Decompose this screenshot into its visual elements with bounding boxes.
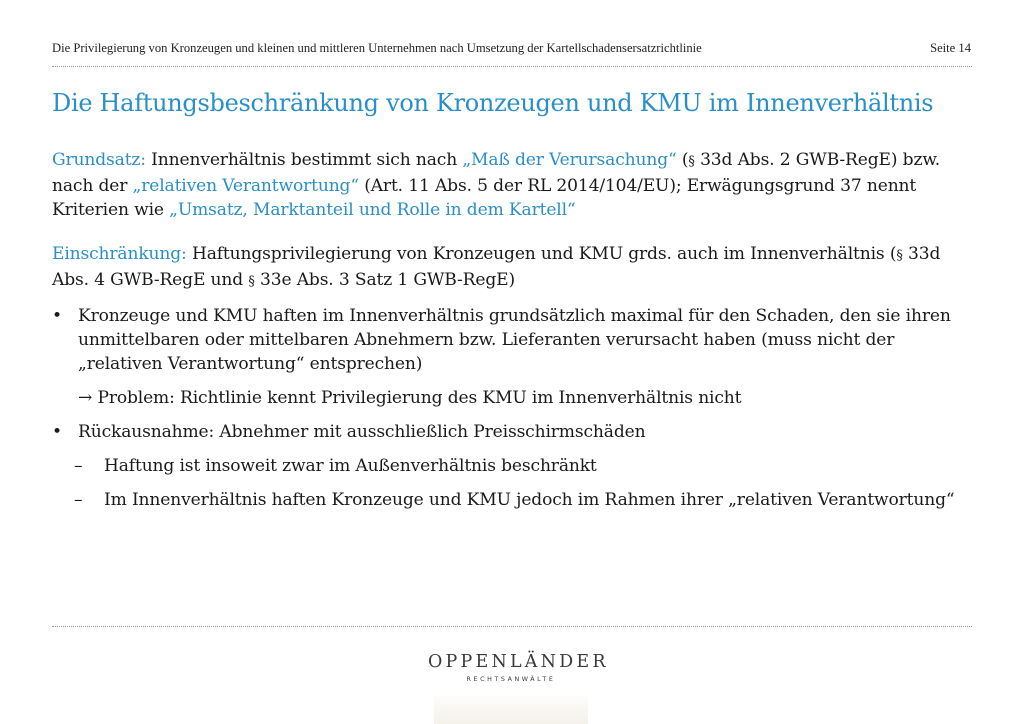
arrow-line-text: Problem: Richtlinie kennt Privilegierung des KMU im Innenverhältnis nicht: [92, 388, 742, 408]
einschraenkung-text-2: 33d Abs. 4 GWB-RegE und: [52, 244, 941, 290]
dash-item: [52, 488, 977, 512]
section-sign: §: [248, 274, 255, 289]
bullet-item: [52, 420, 977, 444]
dash-text: Im Innenverhältnis haften Kronzeuge und KMU jedoch im Rahmen ihrer „relativen Verantwortung“: [104, 490, 955, 510]
header-document-title: Die Privilegierung von Kronzeugen und kleinen und mittleren Unternehmen nach Umsetzung der Kartellschadensersatzrichtlinie: [52, 41, 702, 55]
logo-wordmark: OPPENLÄNDER: [428, 652, 609, 672]
grundsatz-paragraph: [52, 148, 977, 222]
grundsatz-quote-2: „relativen Verantwortung“: [132, 176, 359, 196]
bullet-text: Kronzeuge und KMU haften im Innenverhältnis grundsätzlich maximal für den Schaden, den sie ihren unmittelbaren oder mittelbaren Abnehmern bzw. Lieferanten verursacht haben (muss nicht der „relativen Verantwortung“ entsprechen): [78, 306, 951, 374]
grundsatz-text-3: 33d Abs. 2 GWB-RegE) bzw. nach der: [52, 150, 941, 196]
einschraenkung-label: Einschränkung:: [52, 244, 187, 264]
einschraenkung-paragraph: [52, 242, 977, 294]
grundsatz-text-1: Innenverhältnis bestimmt sich nach: [145, 150, 463, 170]
bullet-mark: •: [52, 306, 62, 326]
section-sign: §: [688, 154, 695, 169]
page-number: Seite 14: [930, 41, 971, 55]
dash-mark: –: [74, 490, 83, 510]
section-sign: §: [896, 248, 903, 263]
grundsatz-text-2: (: [676, 150, 689, 170]
grundsatz-label: Grundsatz:: [52, 150, 146, 170]
dash-mark: –: [74, 456, 83, 476]
dash-item: [52, 454, 977, 478]
bullet-item: [52, 304, 977, 376]
arrow-right-icon: →: [78, 388, 93, 408]
footer-divider: [52, 626, 972, 627]
header-divider: [52, 66, 972, 67]
grundsatz-quote-1: „Maß der Verursachung“: [462, 150, 677, 170]
bullet-mark: •: [52, 422, 62, 442]
slide-body: [52, 148, 977, 512]
bullet-text: Rückausnahme: Abnehmer mit ausschließlich Preisschirmschäden: [78, 422, 646, 442]
grundsatz-quote-3: „Umsatz, Marktanteil und Rolle in dem Kartell“: [169, 200, 576, 220]
slide-title: Die Haftungsbeschränkung von Kronzeugen und KMU im Innenverhältnis: [52, 89, 934, 117]
arrow-line: [52, 386, 977, 410]
grundsatz-text-4: (Art. 11 Abs. 5 der RL 2014/104/EU); Erwägungsgrund 37 nennt Kriterien wie: [52, 176, 917, 220]
logo-subtitle: RECHTSANWÄLTE: [466, 676, 556, 683]
einschraenkung-text-3: 33e Abs. 3 Satz 1 GWB-RegE): [254, 270, 515, 290]
dash-text: Haftung ist insoweit zwar im Außenverhältnis beschränkt: [104, 456, 597, 476]
company-logo: [428, 648, 609, 696]
einschraenkung-text-1: Haftungsprivilegierung von Kronzeugen und KMU grds. auch im Innenverhältnis (: [186, 244, 897, 264]
